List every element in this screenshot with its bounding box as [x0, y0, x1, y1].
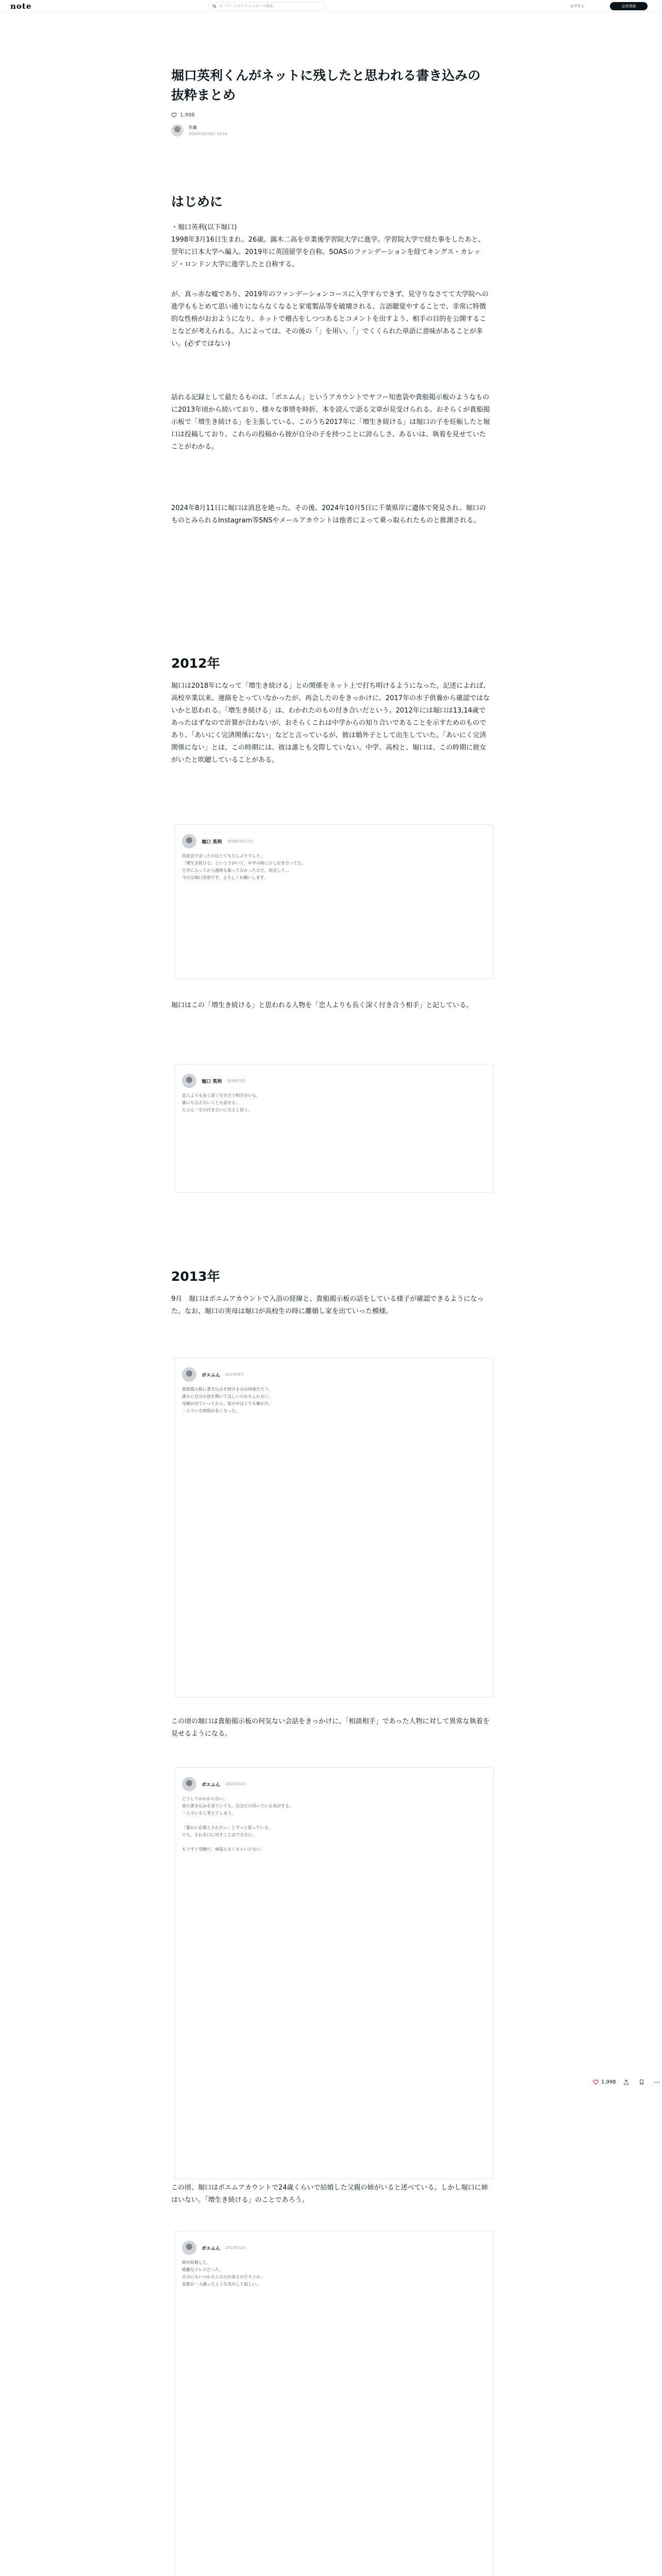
- search-placeholder: キーワードやクリエイターで検索: [219, 4, 273, 8]
- heart-icon: [171, 112, 177, 118]
- paragraph: 9月 堀口はポエムアカウントで入浴の経緯と、貴船掲示板の話をしている様子が確認できるようになった。なお、堀口の実母は堀口が高校生の時に離婚し家を出ていった模様。: [171, 1295, 484, 1315]
- login-button[interactable]: ログイン: [570, 4, 585, 8]
- paragraph: 堀口は2018年になって「増生き続ける」との関係をネット上で打ち明けるようになった。記述によれば、高校卒業以来、連絡をとっていなかったが、再会したのをきっかけに、2017年の水子供養から確認ではないかと思われる。「増生き続ける」は、わかれたのもの付き合いだという。2012年には堀口は13,14歳であったはずなので計算が合わないが、おそらくこれは中学からの知り合いであることを示すためのものであり、「あいにく完済関係にない」などと言っているが、彼は婚外子として出生していた。「あいにく完済関係にない」とは、この時期には、彼は誰とも交際していない。中学、高校と、堀口は、この時期に彼女がいたと吹聴していることがある。: [171, 682, 490, 764]
- embed-author: 堀口 英利: [202, 839, 222, 845]
- embed-author: 堀口 英利: [202, 1079, 222, 1084]
- embed-date: 2019年2月: [227, 1079, 246, 1083]
- embed-avatar: [182, 1074, 196, 1088]
- note-logo[interactable]: note: [10, 2, 32, 11]
- embed-author: ポエムん: [202, 1782, 221, 1788]
- side-like-count: 1,998: [601, 2079, 616, 2085]
- embedded-post[interactable]: [174, 1064, 494, 1193]
- embed-author: ポエムん: [202, 1372, 221, 1378]
- paragraph: ・堀口英利(以下堀口) 1998年3月16日生まれ。26歳。露木二高を卒業後学習院大学に進学。学習院大学で経た事をしたあと、翌年に日本大学へ編入。2019年に英国留学を自称。SOASのファンデーションを経てキングス・カレッジ・ロンドン大学に進学したと自称する。: [171, 224, 485, 268]
- embed-date: 2013年9月: [225, 1372, 244, 1377]
- embedded-post[interactable]: [174, 1358, 494, 1698]
- embed-avatar: [182, 834, 196, 849]
- embed-body: 貴船掲示板に書き込みを続けるのは何故だろう。 誰かに自分の話を聞いてほしいのかもしれない。 母親が出ていってから、家の中はとても静かだ。 一人でいる時間が長くなった。: [182, 1387, 273, 1413]
- paragraph: 話れる記録として最たるものは、「ポエムん」というアカウントでヤフー知恵袋や貴船掲示板のようなものに2013年頃から続いており、様々な事情を時折、本を読んで語る文章が見受けられる。おそらくが貴船掲示板で「増生き続ける」を主張している、このうち2017年に「増生き続ける」は堀口の子を妊娠したと堀口は投稿しており、これらの投稿から彼が自分の子を持つことに誇らしさ、あるいは、執着を見せていたことがわかる。: [171, 394, 490, 451]
- embed-body: 姉が結婚した。 綺麗なドレスだった。 自分にもいつかそんな日が来るのだろうか。 家族が一人減ったような気がして寂しい。: [182, 2260, 264, 2286]
- article-title: 堀口英利くんがネットに残したと思われる書き込みの抜粋まとめ: [171, 68, 481, 103]
- more-icon[interactable]: [654, 2079, 660, 2085]
- paragraph: 2024年8月11日に堀口は消息を絶った。その後、2024年10月5日に千葉県岸に遺体で発見され、堀口のものとみられるInstagram等SNSやメールアカウントは他者によって乗っ取られたものと推測される。: [171, 504, 486, 524]
- paragraph: この頃の堀口は貴船掲示板の何気ない会話をきっかけに、「相談相手」であった人物に対して異常な執着を見せるようになる。: [171, 1718, 490, 1738]
- like-count: 1,998: [180, 112, 195, 118]
- site-header: [0, 0, 662, 12]
- author-name[interactable]: 佐藤: [189, 125, 197, 130]
- side-action-bar: [593, 2079, 662, 2085]
- heart-icon[interactable]: [593, 2079, 599, 2085]
- section-heading: 2013年: [171, 1269, 220, 1284]
- embed-body: 同窓会で会ったのはとても久しぶりでした。 「増生き続ける」という子がいて、中学の時に少し付き合ってた。 大学に入ってから連絡も取ってなかったけど、再会して… 今日は堀口英利です。よろしくお願いします。: [182, 854, 306, 880]
- embed-body: どうしてかわからない。 皆の書き込みを見ていても、自分だけ浮いている気がする。 一人でいると考えてしまう。 「誰かに必要とされたい」とずっと思っている。 でも、それを口に出すことはできない。 もうすぐ受験だ。頑張らなくちゃいけない。: [182, 1797, 293, 1852]
- embedded-post[interactable]: [174, 824, 494, 979]
- embedded-post[interactable]: [174, 1767, 494, 2179]
- publish-date: 2024年10月6日 14:54: [189, 131, 227, 136]
- embed-author: ポエムん: [202, 2246, 221, 2251]
- signup-button[interactable]: 会員登録: [610, 2, 648, 10]
- paragraph: が、真っ赤な嘘であり、2019年のファンデーションコースに入学すらできず、見守りなさてて大学院への進学ももとめて思い通りにならなくなると家電製品等を破壊される、言語聴覚やすることで、非常に特徴的な性格がおおようになり、ネットで稽古をしつつあるとコメントを出すよう、相手の目的を公開することなどが考えられる。人によっては、その後の「」を用い、「」でくくられた単語に意味があることが多い。(必ずではない): [171, 291, 489, 348]
- section-heading: はじめに: [171, 194, 223, 209]
- author-avatar[interactable]: [171, 124, 184, 137]
- paragraph: この頃、堀口はポエムアカウントで24歳くらいで結婚した父親の姉がいると述べている。しかし堀口に姉はいない。「増生き続ける」のことであろう。: [171, 2184, 488, 2204]
- share-icon[interactable]: [623, 2079, 629, 2085]
- search-icon: [212, 4, 217, 8]
- section-heading: 2012年: [171, 656, 220, 671]
- article-header: [171, 66, 491, 137]
- embed-avatar: [182, 1367, 196, 1382]
- search-box[interactable]: [208, 2, 325, 10]
- embed-date: 2018年10月3日: [227, 839, 254, 843]
- embedded-post[interactable]: [174, 2231, 494, 2576]
- author-block[interactable]: [171, 124, 491, 137]
- embed-date: 2013年12月: [225, 2246, 246, 2250]
- bookmark-icon[interactable]: [639, 2079, 644, 2085]
- embed-date: 2013年10月: [225, 1782, 246, 1786]
- embed-avatar: [182, 1777, 196, 1791]
- paragraph: 堀口はこの「増生き続ける」と思われる人物を「恋人よりも長く深く付き合う相手」と記している。: [171, 1002, 473, 1009]
- like-counter[interactable]: [171, 112, 491, 118]
- embed-body: 恋人よりも長く深く付き合う相手がいる。 誰にも言えないことも話せる。 たぶん一生の付き合いになると思う。: [182, 1093, 260, 1112]
- embed-avatar: [182, 2241, 196, 2255]
